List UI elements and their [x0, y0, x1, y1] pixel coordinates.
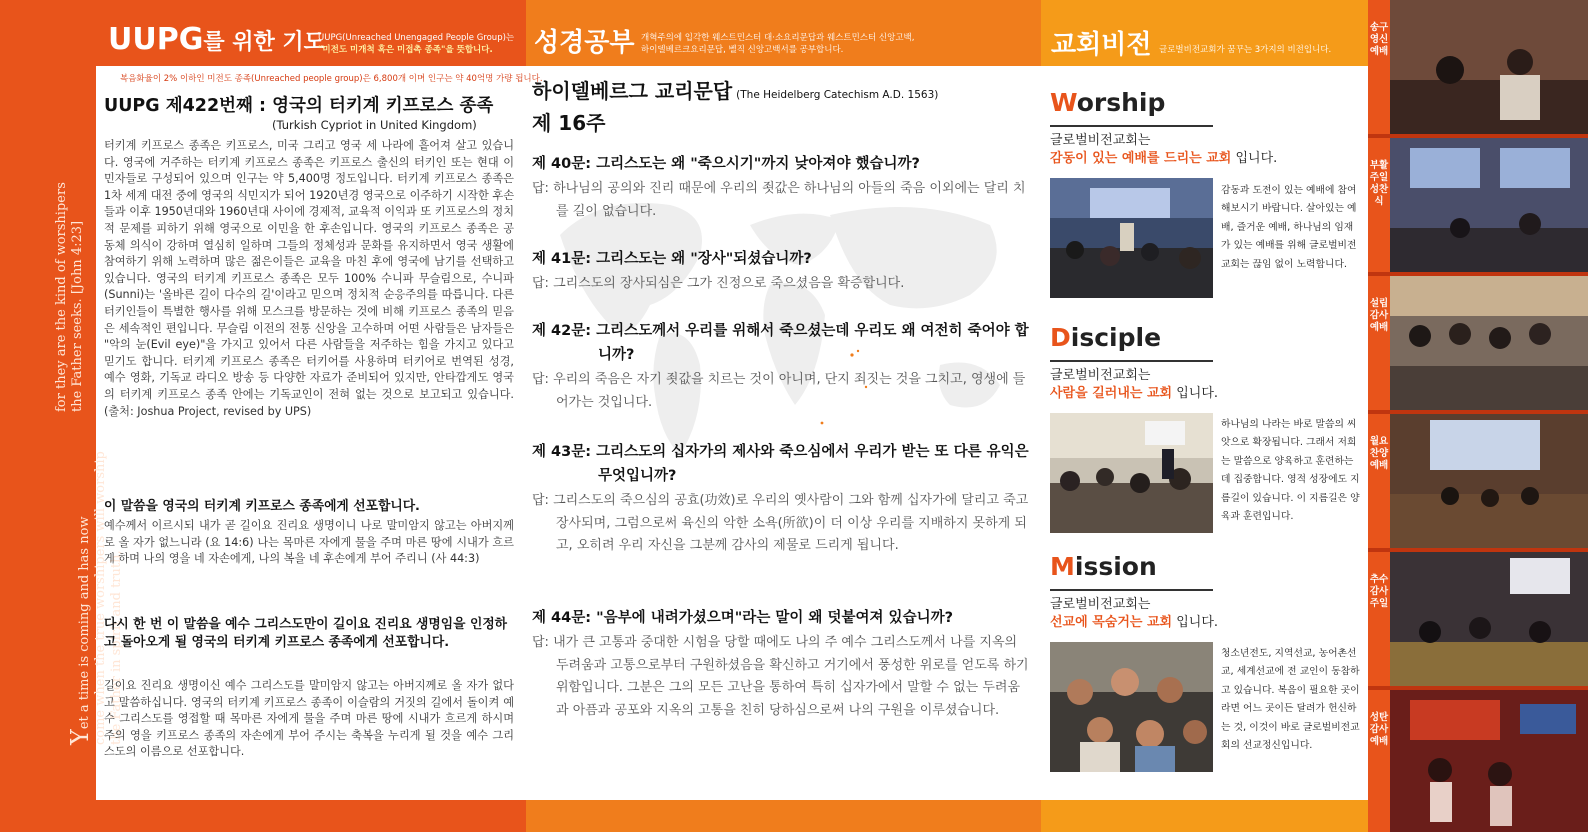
uupg-proclamation-heading: 이 말씀을 영국의 터키계 키프로스 종족에게 선포합니다.	[104, 499, 420, 514]
vision-mission-heading: Mission	[1050, 552, 1157, 581]
catechism-qa-40	[532, 152, 1032, 223]
header-church-vision	[1041, 0, 1368, 66]
catechism-qa-41	[532, 247, 1032, 296]
strip-photo	[1390, 0, 1588, 134]
strip-label: 부활주일 성찬식	[1368, 138, 1390, 272]
vision-disciple-heading: Disciple	[1050, 323, 1162, 352]
left-quote-band	[0, 0, 124, 832]
catechism-question: 제 40문: 그리스도는 왜 "죽으시기"까지 낮아져야 했습니까?	[532, 156, 920, 172]
vision-worship-description: 글로벌비전교회는 감동이 있는 예배를 드리는 교회 입니다.	[1050, 133, 1278, 166]
vision-divider	[1050, 589, 1213, 591]
catechism-question: 제 42문: 그리스도께서 우리를 위해서 죽으셨는데 우리도 왜 여전히 죽어야 합니까?	[532, 323, 1029, 363]
uupg-proclamation-body: 길이요 진리요 생명이신 예수 그리스도를 말미암지 않고는 아버지께로 올 자가 없다고 말씀하십니다. 영국의 터키계 키프로스 종족이 이슬람의 거짓의 길에서 돌이켜 예수 그리스도를 영접할 때 목마른 자에게 물을 주며 마른 땅에 시내가 흐르게 하시며 주의 영을 키프로스 종족의 자손에게 부어 주시는 축복을 누리게 될 것을 예수 그리스도의 이름으로 선포합니다.	[104, 679, 514, 759]
strip-item	[1368, 138, 1588, 272]
catechism-answer: 답: 하나님의 공의와 진리 때문에 우리의 죗값은 하나님의 아들의 죽음 이외에는 달리 치를 길이 없습니다.	[532, 181, 1026, 219]
catechism-question: 제 44문: "음부에 내려가셨으며"라는 말이 왜 덧붙여져 있습니까?	[532, 610, 953, 626]
vision-worship-text: 감동과 도전이 있는 예배에 참여해보시기 바랍니다. 살아있는 예배, 즐거운 예배, 하나님의 임재가 있는 예배를 위해 글로벌비전교회는 끊임 없이 노력합니다.	[1221, 185, 1357, 270]
catechism-title: 하이델베르그 교리문답 (The Heidelberg Catechism A.D. 1563)	[532, 79, 939, 103]
uupg-statistic-note: 복음화율이 2% 이하인 미전도 종족(Unreached people group)은 6,800개 이며 인구는 약 40억명 가량 됩니다.	[120, 74, 543, 84]
header-bible-study-title: 성경공부	[534, 28, 635, 58]
catechism-answer: 답: 우리의 죽음은 자기 죗값을 치르는 것이 아니며, 단지 죄짓는 것을 그치고, 영생에 들어가는 것입니다.	[532, 372, 1026, 410]
vision-disciple-text: 하나님의 나라는 바로 말씀의 씨앗으로 확장됩니다. 그래서 저희는 말씀으로 양육하고 훈련하는데 집중합니다. 영적 성장에도 지름길이 있습니다. 이 지름길은 양육과 훈련입니다.	[1221, 419, 1360, 523]
header-church-vision-title: 교회비전	[1051, 30, 1152, 60]
catechism-answer: 답: 그리스도의 죽으심의 공효(功效)로 우리의 옛사람이 그와 함께 십자가에 달리고 죽고 장사되며, 그럼으로써 육신의 악한 소욕(所欲)이 더 이상 우리를 지배하지 못하게 되고, 오히려 우리 자신을 그분께 감사의 제물로 드리게 됩니다.	[532, 493, 1029, 553]
catechism-qa-44	[532, 606, 1032, 722]
uupg-title: UUPG 제422번째 : 영국의 터키계 키프로스 종족	[104, 96, 494, 116]
strip-label: 추수감사주일	[1368, 552, 1390, 686]
quote-reference: [John 4:23]	[70, 220, 85, 295]
vision-mission-text: 청소년전도, 지역선교, 농어촌선교, 세계선교에 전 교인이 동참하고 있습니다. 복음이 필요한 곳이라면 어느 곳이든 달려가 헌신하는 것, 이것이 바로 글로벌비전교회의 선교정신입니다.	[1221, 648, 1360, 752]
catechism-answer: 답: 내가 큰 고통과 중대한 시험을 당할 때에도 나의 주 예수 그리스도께서 나를 지옥의 두려움과 고통으로부터 구원하셨음을 확신하고 거기에서 풍성한 위로를 얻도록 하기 위함입니다. 그분은 그의 모든 고난을 통하여 특히 십자가에서 말할 수 없는 두려움과 아픔과 공포와 지옥의 고통을 친히 당하심으로써 나의 구원을 이루셨습니다.	[532, 635, 1029, 718]
quote-line: the Father in spirit and truth,	[109, 550, 124, 745]
strip-photo	[1390, 414, 1588, 548]
footer-band-1	[96, 800, 526, 832]
quote-line: et a time is coming and has now	[77, 516, 92, 730]
strip-label: 송구영신예배	[1368, 0, 1390, 134]
uupg-proclamation-heading-2: 다시 한 번 이 말씀을 예수 그리스도만이 길이요 진리요 생명임을 인정하고 돌아오게 될 영국의 터키계 키프로스 종족에게 선포합니다.	[104, 617, 508, 650]
strip-photo	[1390, 690, 1588, 832]
strip-photo	[1390, 276, 1588, 410]
header-uupg-note: UUPG(Unreached Unengaged People Group)는 "미전도 미개척 혹은 미접촉 종족"을 뜻합니다.	[318, 33, 515, 55]
vision-worship-heading: Worship	[1050, 88, 1166, 117]
vision-worship-photo	[1050, 178, 1213, 298]
strip-label: 설립감사예배	[1368, 276, 1390, 410]
footer-band-3	[1041, 800, 1368, 832]
quote-line: for they are the kind of worshipers	[54, 182, 69, 412]
header-church-vision-note: 글로벌비전교회가 꿈꾸는 3가지의 비전입니다.	[1159, 45, 1332, 55]
strip-photo	[1390, 552, 1588, 686]
strip-item	[1368, 276, 1588, 410]
vision-disciple-photo	[1050, 413, 1213, 533]
quote-line: the Father seeks.	[70, 298, 85, 412]
footer-band-2	[526, 800, 1041, 832]
strip-item	[1368, 0, 1588, 134]
catechism-question: 제 41문: 그리스도는 왜 "장사"되셨습니까?	[532, 251, 812, 267]
quote-drop-cap: Y	[66, 729, 94, 745]
header-bible-study-note: 개혁주의에 입각한 웨스트민스터 대·소요리문답과 웨스트민스터 신앙고백, 하이델베르크요리문답, 벨직 신앙고백서를 공부합니다.	[641, 33, 915, 55]
strip-photo	[1390, 138, 1588, 272]
header-uupg-title: UUPG를 위한 기도	[108, 22, 325, 57]
vision-mission-description: 글로벌비전교회는 선교에 목숨거는 교회 입니다.	[1050, 597, 1219, 630]
vision-divider	[1050, 360, 1213, 362]
event-photo-strip	[1368, 0, 1588, 832]
uupg-description: 터키계 키프로스 종족은 키프로스, 미국 그리고 영국 세 나라에 흩어져 살고 있습니다. 영국에 거주하는 터키계 키프로스 종족은 키프로스 출신의 터키인 또는 현대 이민자들로 구성되어 있으며 인구는 약 5,400명 정도입니다. 터키계 키프로스 종족은 1차 세계 대전 중에 영국의 식민지가 되어 1920년경 영국으로 이주하기 시작한 후손들과 이후 1950년대와 1960년대 사이에 경제적, 교육적 이익과 또 키프로스의 정치적 문제를 피하기 위해 영국으로 이민을 한 후손입니다. 영국의 키프로스 종족은 공동체 의식이 강하며 열심히 일하며 그들의 정체성과 문화를 유지하면서 영국 생활에 참여하기 위해 노력하며 많은 젊은이들은 교육을 마친 후에 영국에 남기를 선택하고 있습니다. 영국의 터키계 키프로스 종족은 모두 100% 수니파 무슬림으로, 수니파(Sunni)는 '올바른 길이 다수의 길'이라고 믿으며 정치적 순응주의를 따릅니다. 다른 터키인들이 특별한 행사를 위해 모스크를 방문하는 것에 비해 키프로스 종족의 믿음은 세속적인 편입니다. 무슬림 이전의 전통 신앙을 고수하며 어떤 사람들은 남자들은 "악의 눈(Evil eye)"을 가지고 있어서 다른 사람들을 저주하는 힘을 가지고 있다고 믿기도 합니다. 터키계 키프로스 종족은 터키어를 사용하며 터키어로 번역된 성경, 예수 영화, 기독교 라디오 방송 등 다양한 자료가 준비되어 있지만, 안타깝게도 영국의 터키계 키프로스 종족 안에는 기독교인이 전혀 없는 것으로 보고되고 있습니다. (출처: Joshua Project, revised by UPS)	[104, 139, 514, 418]
catechism-qa-43	[532, 440, 1032, 558]
header-bible-study	[526, 0, 1041, 66]
catechism-answer: 답: 그리스도의 장사되심은 그가 진정으로 죽으셨음을 확증합니다.	[532, 276, 905, 291]
vision-mission-photo	[1050, 642, 1213, 772]
strip-item	[1368, 414, 1588, 548]
catechism-qa-42	[532, 319, 1032, 414]
catechism-question: 제 43문: 그리스도의 십자가의 제사와 죽으심에서 우리가 받는 또 다른 유익은 무엇입니까?	[532, 444, 1029, 484]
catechism-week: 제 16주	[532, 111, 606, 135]
strip-item	[1368, 690, 1588, 832]
strip-label: 월요찬양예배	[1368, 414, 1390, 548]
quote-line: come when the true worshipers will worship	[93, 451, 108, 745]
strip-label: 성탄감사예배	[1368, 690, 1390, 832]
vision-divider	[1050, 125, 1213, 127]
header-uupg	[96, 0, 526, 66]
strip-item	[1368, 552, 1588, 686]
uupg-subtitle: (Turkish Cypriot in United Kingdom)	[272, 118, 477, 132]
vision-disciple-description: 글로벌비전교회는 사람을 길러내는 교회 입니다.	[1050, 368, 1219, 401]
uupg-proclamation-verses: 예수께서 이르시되 내가 곧 길이요 진리요 생명이니 나로 말미암지 않고는 아버지께로 올 자가 없느니라 (요 14:6) 나는 목마른 자에게 물을 주며 마른 땅에 시내가 흐르게 하며 나의 영을 네 자손에게, 나의 복을 네 후손에게 부어 주리니 (사 44:3)	[104, 519, 514, 566]
